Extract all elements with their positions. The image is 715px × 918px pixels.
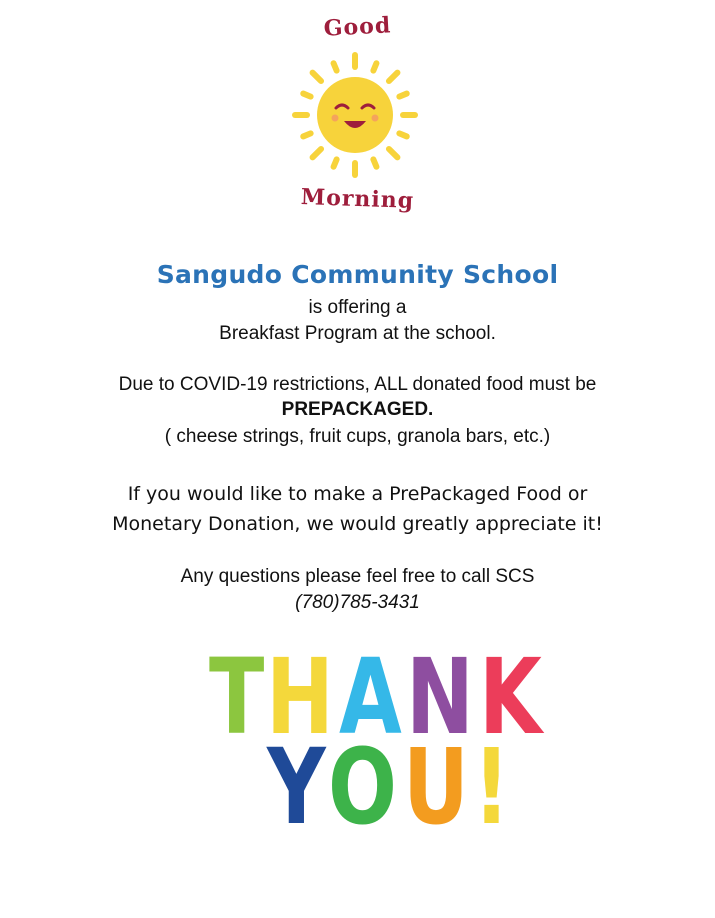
you-letter: O [328,726,398,848]
thank-letter: N [405,636,474,758]
sun-ray [303,94,310,97]
sun-ray [389,149,397,157]
sun-ray [303,133,310,136]
body-line-prepackaged: PREPACKAGED. [281,399,434,420]
donation-line-1: If you would like to make a PrePackaged Food or [127,483,588,505]
body-line-offering: is offering a [308,297,407,318]
you-word [267,726,511,848]
phone-number: (780)785-3431 [295,592,420,613]
sun-ray [373,63,376,70]
you-letter: ! [473,726,511,848]
sun-ray [389,73,397,81]
thank-letter: K [478,636,542,758]
donation-line-2: Monetary Donation, we would greatly appreciate it! [112,513,603,535]
sun-ray [373,159,376,166]
body-line-covid: Due to COVID-19 restrictions, ALL donated food must be [118,374,597,395]
sun-ray [334,63,337,70]
sun-left-cheek [332,115,339,122]
you-letter: U [402,726,469,848]
thank-letter: H [265,636,334,758]
good-morning-logo [0,0,715,230]
logo-word-morning: Morning [300,184,415,214]
body-line-program: Breakfast Program at the school. [219,323,496,344]
school-name-heading: Sangudo Community School [156,260,559,289]
sun-ray [399,94,406,97]
thank-letter: T [209,636,265,758]
body-line-examples: ( cheese strings, fruit cups, granola bars, etc.) [164,426,551,447]
you-letter: Y [267,726,326,848]
sun-icon [280,8,440,208]
logo-word-good: Good [323,12,392,42]
sun-face [317,77,393,153]
sun-ray [313,73,321,81]
sun-right-cheek [372,115,379,122]
thank-you-graphic [205,636,542,848]
sun-ray [399,133,406,136]
sun-ray [334,159,337,166]
thank-letter: A [339,636,402,758]
contact-line: Any questions please feel free to call SCS [180,566,535,587]
sun-ray [313,149,321,157]
